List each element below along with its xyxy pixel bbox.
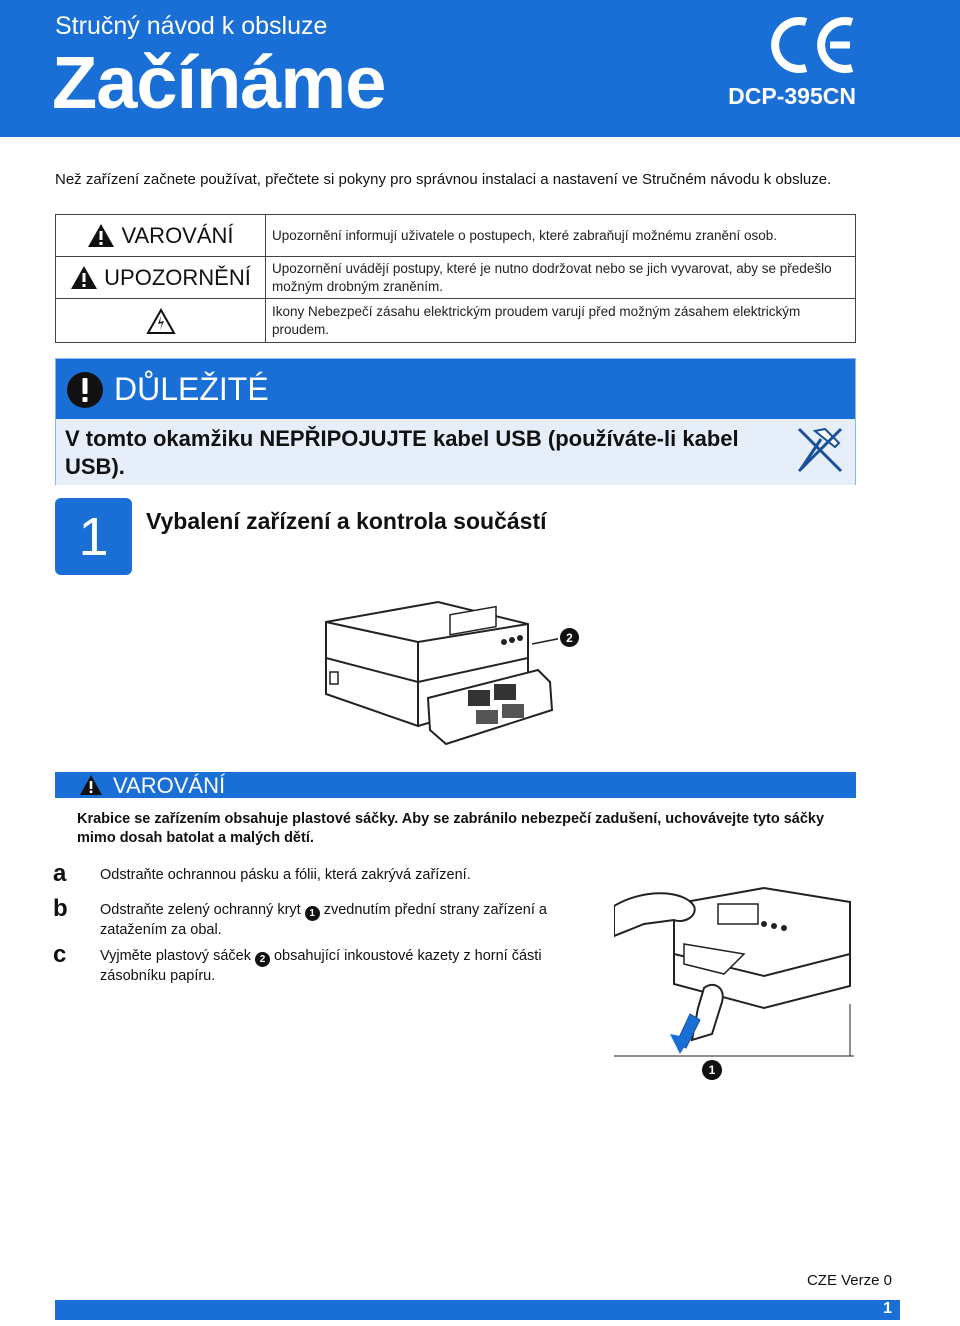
- electrical-hazard-icon: [146, 308, 176, 335]
- legend-label: VAROVÁNÍ: [121, 222, 234, 248]
- warning-triangle-icon: [79, 774, 103, 796]
- inline-callout-1: 1: [305, 906, 320, 921]
- footer-bar: [55, 1300, 900, 1320]
- remove-cover-illustration: [614, 884, 854, 1058]
- legend-label: UPOZORNĚNÍ: [104, 264, 251, 290]
- warning-triangle-icon: [70, 265, 98, 290]
- important-header: [56, 359, 855, 419]
- important-body: [56, 419, 855, 485]
- substep-text-c-part2: obsahující inkoustové kazety z horní části zásobníku papíru.: [100, 948, 542, 984]
- no-usb-cable-icon: [795, 425, 845, 475]
- legend-description: Ikony Nebezpečí zásahu elektrickým proudem varují před možným zásahem elektrickým proudem.: [272, 304, 801, 337]
- warning-bar-label: VAROVÁNÍ: [113, 773, 226, 798]
- header-banner: [0, 0, 960, 137]
- legend-description: Upozornění uvádějí postupy, které je nutno dodržovat nebo se jich vyvarovat, aby se předešlo možným drobným zraněním.: [272, 260, 832, 294]
- callout-2: 2: [560, 628, 579, 647]
- ce-mark-icon: [770, 14, 858, 76]
- important-text: V tomto okamžiku NEPŘIPOJUJTE kabel USB (používáte-li kabel USB).: [65, 426, 739, 479]
- page-number: 1: [883, 1300, 892, 1317]
- intro-text: Než zařízení začnete používat, přečtete si pokyny pro správnou instalaci a nastavení ve Stručném návodu k obsluze.: [55, 171, 832, 188]
- substep-text-a: Odstraňte ochrannou pásku a fólii, která zakrývá zařízení.: [100, 867, 471, 883]
- version-label: CZE Verze 0: [806, 1272, 892, 1289]
- substep-letter-b: b: [53, 895, 68, 922]
- substep-letter-c: c: [53, 941, 67, 968]
- important-label: DŮLEŽITÉ: [114, 371, 269, 407]
- inline-callout-2: 2: [255, 952, 270, 967]
- legend-label-cell: [56, 299, 266, 343]
- legend-label-cell: [56, 257, 266, 298]
- substep-text-c: [100, 947, 600, 986]
- substep-text-b-part1: Odstraňte zelený ochranný kryt: [100, 902, 301, 918]
- callout-1: 1: [702, 1060, 722, 1080]
- substep-text-c-part1: Vyjměte plastový sáček: [100, 948, 251, 964]
- step-title: Vybalení zařízení a kontrola součástí: [146, 508, 547, 534]
- legend-row-caution: [56, 257, 855, 299]
- legend-row-electrical: [56, 299, 855, 343]
- warning-triangle-icon: [87, 223, 115, 248]
- model-number: DCP-395CN: [728, 83, 856, 109]
- safety-legend-table: [55, 214, 856, 343]
- legend-row-warning: [56, 215, 855, 257]
- exclamation-icon: [66, 371, 104, 409]
- important-box: [55, 358, 856, 485]
- legend-label-cell: [56, 215, 266, 256]
- printer-illustration: [318, 598, 558, 750]
- substep-letter-a: a: [53, 860, 67, 887]
- page-title: Začínáme: [52, 41, 386, 124]
- legend-description: Upozornění informují uživatele o postupech, které zabraňují možnému zranění osob.: [272, 227, 778, 243]
- step-number-badge: 1: [55, 498, 132, 575]
- substep-text-b: [100, 901, 600, 940]
- warning-bar-text: Krabice se zařízením obsahuje plastové sáčky. Aby se zabránilo nebezpečí zadušení, uchovávejte tyto sáčky mimo dosah batolat a malých dětí.: [77, 811, 825, 846]
- substep-text-b-part2: zvednutím přední strany zařízení a zatažením za obal.: [100, 902, 547, 938]
- header-subtitle: Stručný návod k obsluze: [55, 12, 328, 40]
- warning-bar: [55, 772, 856, 798]
